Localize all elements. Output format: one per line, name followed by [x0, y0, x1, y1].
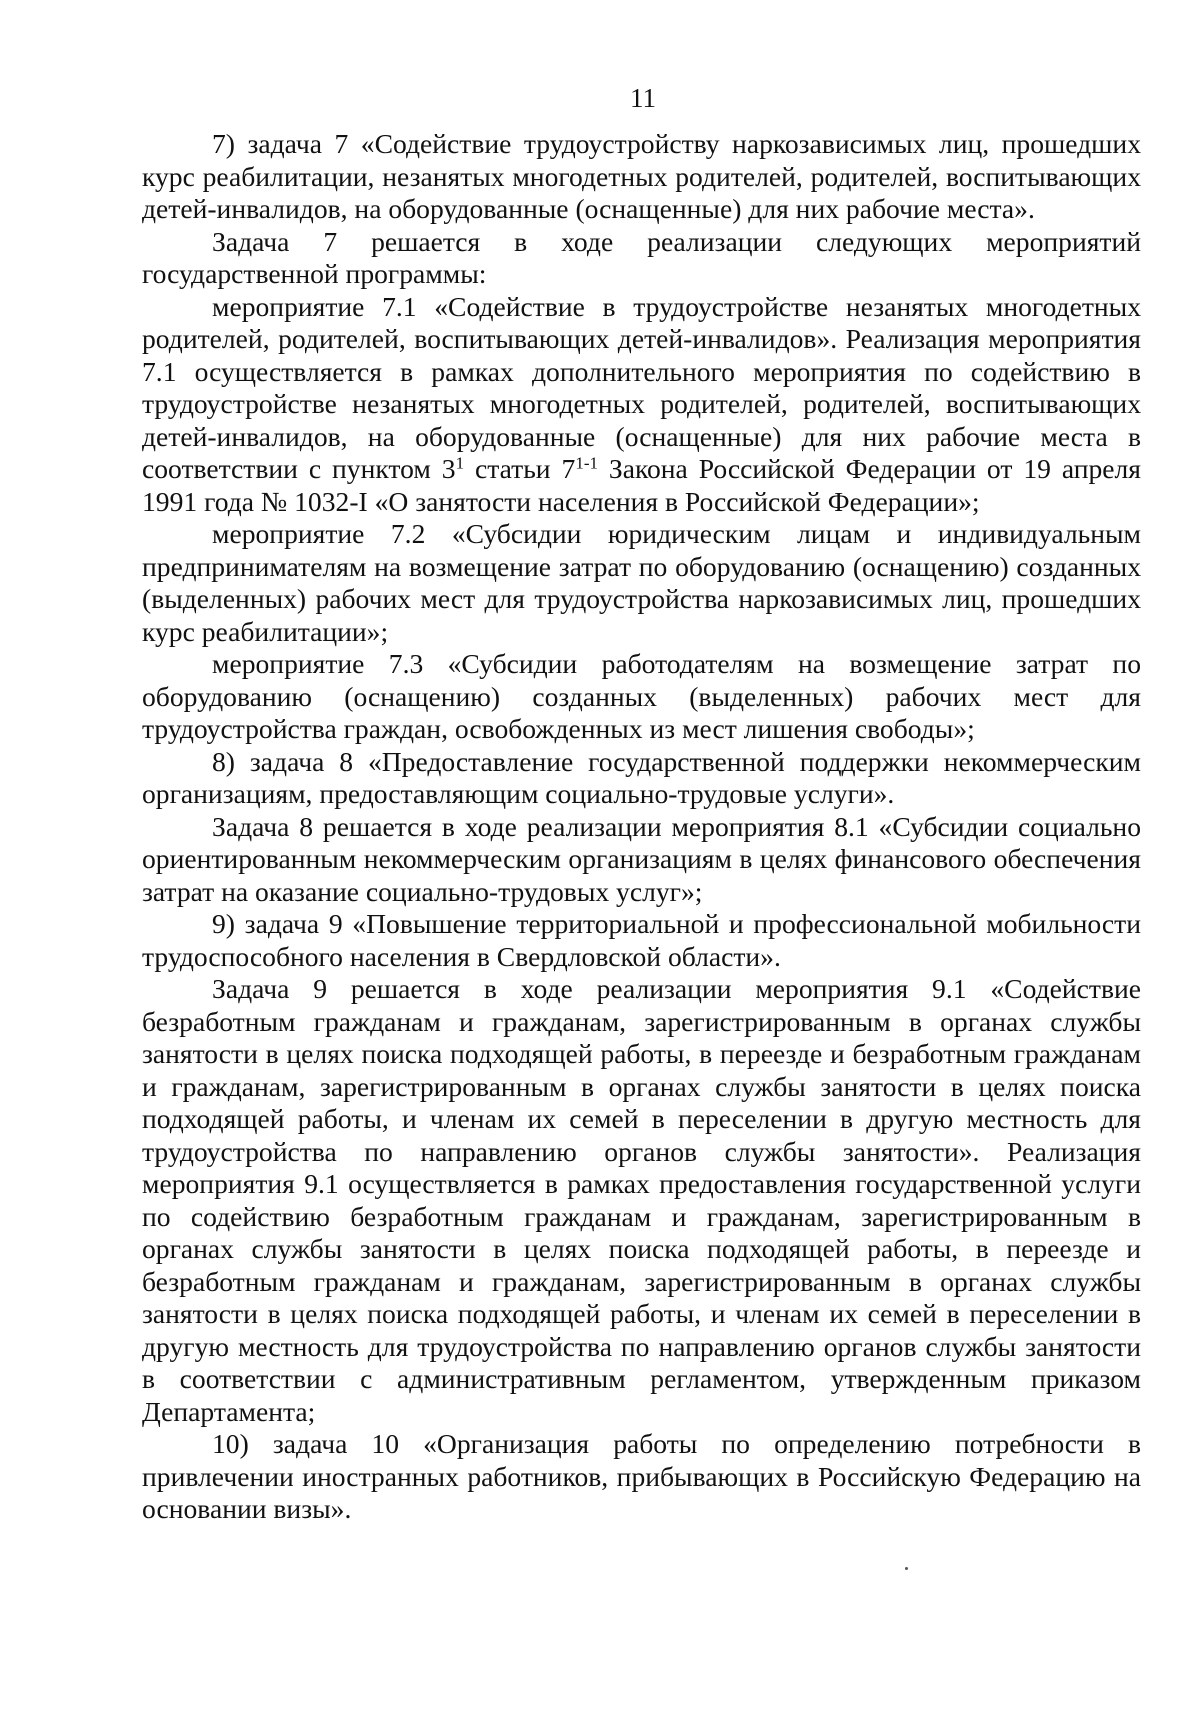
measure-7-1-text-end: Закона Российской Федерации от 19 апреля 1991 года № 1032-I «О занятости населения в Российской Федерации»;: [142, 453, 1141, 517]
paragraph-measure-7-2: мероприятие 7.2 «Субсидии юридическим лицам и индивидуальным предпринимателям на возмещение затрат по оборудованию (оснащению) созданных (выделенных) рабочих мест для трудоустройства наркозависимых лиц, прошедших курс реабилитации»;: [142, 518, 1141, 647]
paragraph-task-9-measure: Задача 9 решается в ходе реализации мероприятия 9.1 «Содействие безработным гражданам и гражданам, зарегистрированным в органах службы занятости в целях поиска подходящей работы, в переезде и безработным гражданам и гражданам, зарегистрированным в органах службы занятости в целях поиска подходящей работы, и членам их семей в переселении в другую местность для трудоустройства по направлению органов службы занятости». Реализация мероприятия 9.1 осуществляется в рамках предоставления государственной услуги по содействию безработным гражданам и гражданам, зарегистрированным в органах службы занятости в целях поиска подходящей работы, в переезде и безработным гражданам и гражданам, зарегистрированным в органах службы занятости в целях поиска подходящей работы, и членам их семей в переселении в другую местность для трудоустройства по направлению органов службы занятости в соответствии с административным регламентом, утвержденным приказом Департамента;: [142, 973, 1141, 1427]
page-number: 11: [630, 83, 656, 113]
paragraph-task-10: 10) задача 10 «Организация работы по определению потребности в привлечении иностранных работников, прибывающих в Российскую Федерацию на основании визы».: [142, 1428, 1141, 1524]
measure-7-1-text-start: мероприятие 7.1 «Содействие в трудоустройстве незанятых многодетных родителей, родителей, воспитывающих детей-инвалидов». Реализация мероприятия 7.1 осуществляется в рамках дополнительного мероприятия по содействию в трудоустройстве незанятых многодетных родителей, родителей, воспитывающих детей-инвалидов, на оборудованные (оснащенные) для них рабочие места в соответствии с пунктом 3: [142, 290, 1141, 484]
paragraph-measure-7-3: мероприятие 7.3 «Субсидии работодателям на возмещение затрат по оборудованию (оснащению) созданных (выделенных) рабочих мест для трудоустройства граждан, освобожденных из мест лишения свободы»;: [142, 648, 1141, 744]
paragraph-task-8: 8) задача 8 «Предоставление государственной поддержки некоммерческим организациям, предоставляющим социально-трудовые услуги».: [142, 745, 1141, 809]
document-body: [142, 128, 1141, 1526]
scan-speck: [905, 1567, 908, 1570]
paragraph-task-7-measures-intro: Задача 7 решается в ходе реализации следующих мероприятий государственной программы:: [142, 225, 1141, 289]
paragraph-task-7: 7) задача 7 «Содействие трудоустройству наркозависимых лиц, прошедших курс реабилитации, незанятых многодетных родителей, родителей, воспитывающих детей-инвалидов, на оборудованные (оснащенные) для них рабочие места».: [142, 128, 1141, 224]
footnote-superscript: 1: [455, 453, 465, 473]
paragraph-measure-7-1: [142, 291, 1141, 519]
article-superscript: 1-1: [575, 453, 598, 473]
paragraph-task-9: 9) задача 9 «Повышение территориальной и профессиональной мобильности трудоспособного населения в Свердловской области».: [142, 908, 1141, 972]
paragraph-task-8-measure: Задача 8 решается в ходе реализации мероприятия 8.1 «Субсидии социально ориентированным некоммерческим организациям в целях финансового обеспечения затрат на оказание социально-трудовых услуг»;: [142, 810, 1141, 907]
measure-7-1-text-middle: статьи 7: [464, 453, 576, 484]
